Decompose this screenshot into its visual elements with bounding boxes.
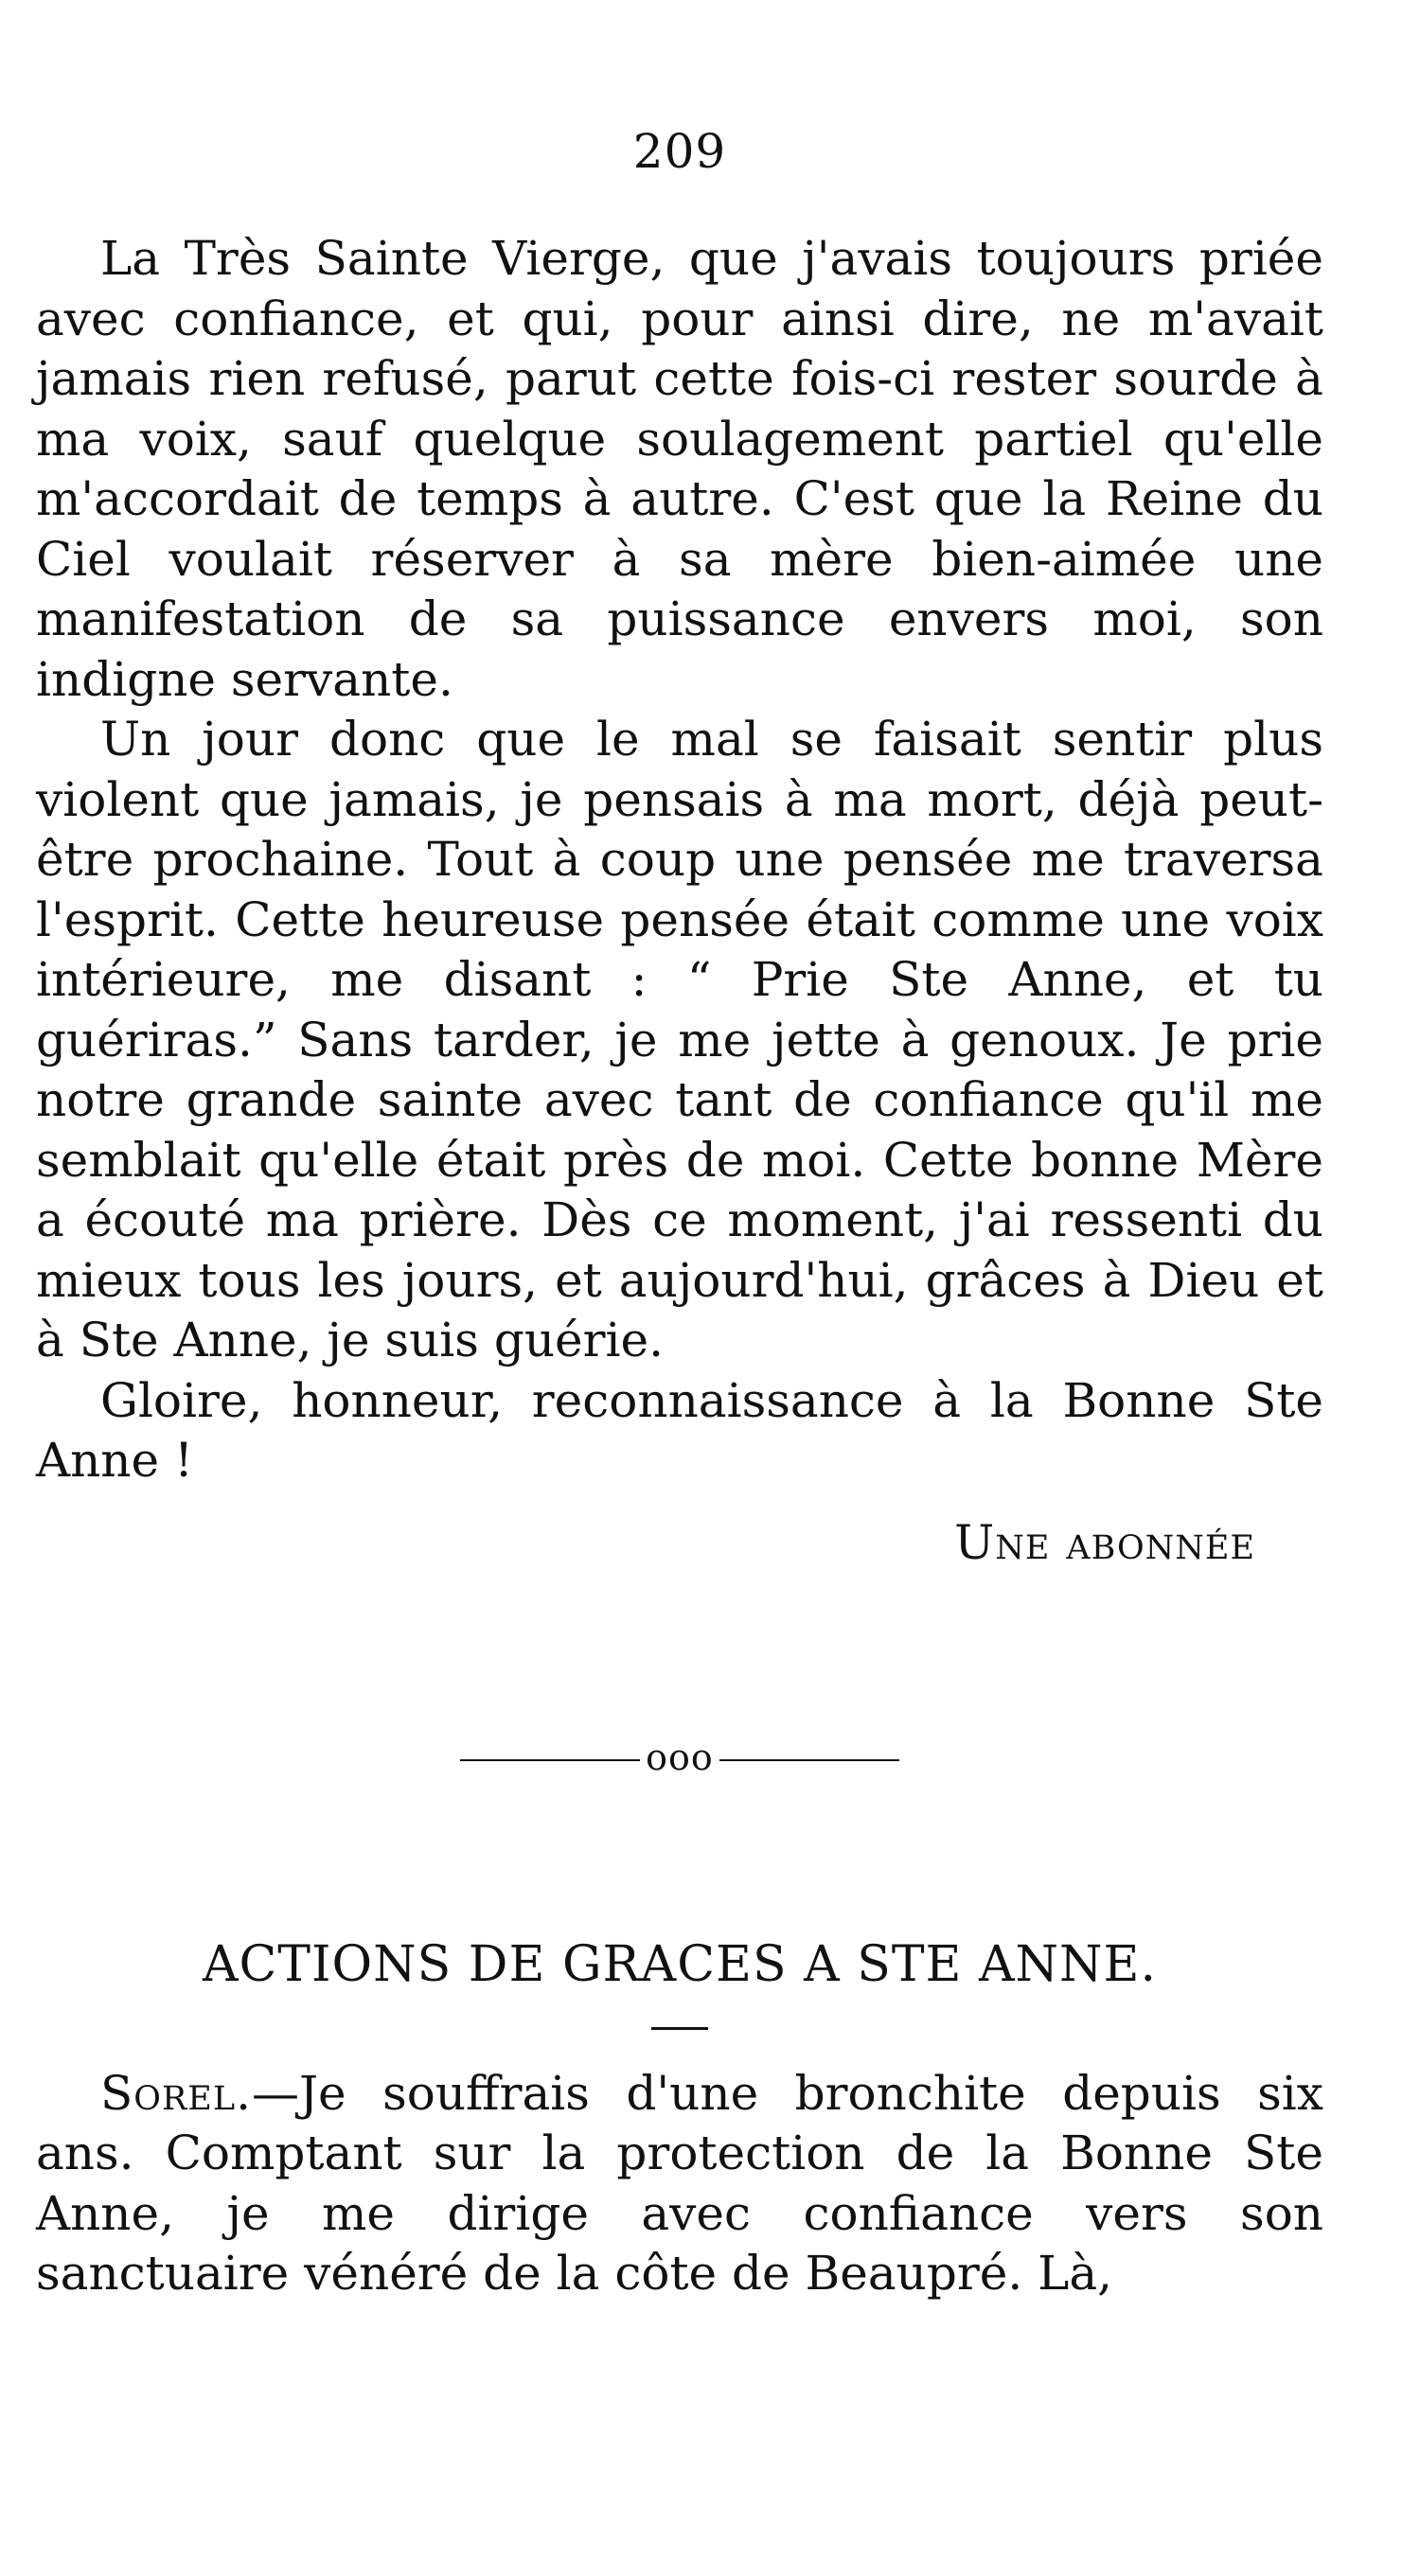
paragraph-4-text: —Je souffrais d'une bronchite depuis six ans. Comptant sur la protection de la Bonne Ste Anne, je me dirige avec confiance vers son sanctuaire vénéré de la côte de Beaupré. Là, — [36, 2065, 1323, 2301]
separator-rule-left — [460, 1759, 640, 1761]
separator-ornament: ooo — [646, 1736, 714, 1778]
paragraph-1: La Très Sainte Vierge, que j'avais toujours priée avec confiance, et qui, pour ainsi dire, ne m'avait jamais rien refusé, parut cette fois-ci rester sourde à ma voix, sauf quelque soulagement partiel qu'elle m'accordait de temps à autre. C'est que la Reine du Ciel voulait réserver à sa mère bien-aimée une manifestation de sa puissance envers moi, son indigne servante. — [36, 231, 1323, 707]
paragraph-3: Gloire, honneur, reconnaissance à la Bonne Ste Anne ! — [36, 1372, 1323, 1488]
page-number: 209 — [632, 124, 727, 179]
signature: Une abonnée — [954, 1514, 1255, 1570]
section-separator — [36, 1734, 1323, 1781]
paragraph-2: Un jour donc que le mal se faisait sentir plus violent que jamais, je pensais à ma mort, déjà peut-être prochaine. Tout à coup une pensée me traversa l'esprit. Cette heureuse pensée était comme une voix intérieure, me disant : “ Prie Ste Anne, et tu guériras.” Sans tarder, je me jette à genoux. Je prie notre grande sainte avec tant de confiance qu'il me semblait qu'elle était près de moi. Cette bonne Mère a écouté ma prière. Dès ce moment, j'ai ressenti du mieux tous les jours, et aujourd'hui, grâces à Dieu et à Ste Anne, je suis guérie. — [36, 712, 1323, 1367]
separator-rule-right — [719, 1759, 899, 1761]
section-title: ACTIONS DE GRACES A STE ANNE. — [202, 1935, 1158, 1993]
paragraph-4 — [36, 2064, 1323, 2304]
place-name: Sorel. — [100, 2065, 252, 2121]
page — [36, 123, 1323, 2304]
title-rule — [651, 2027, 708, 2030]
